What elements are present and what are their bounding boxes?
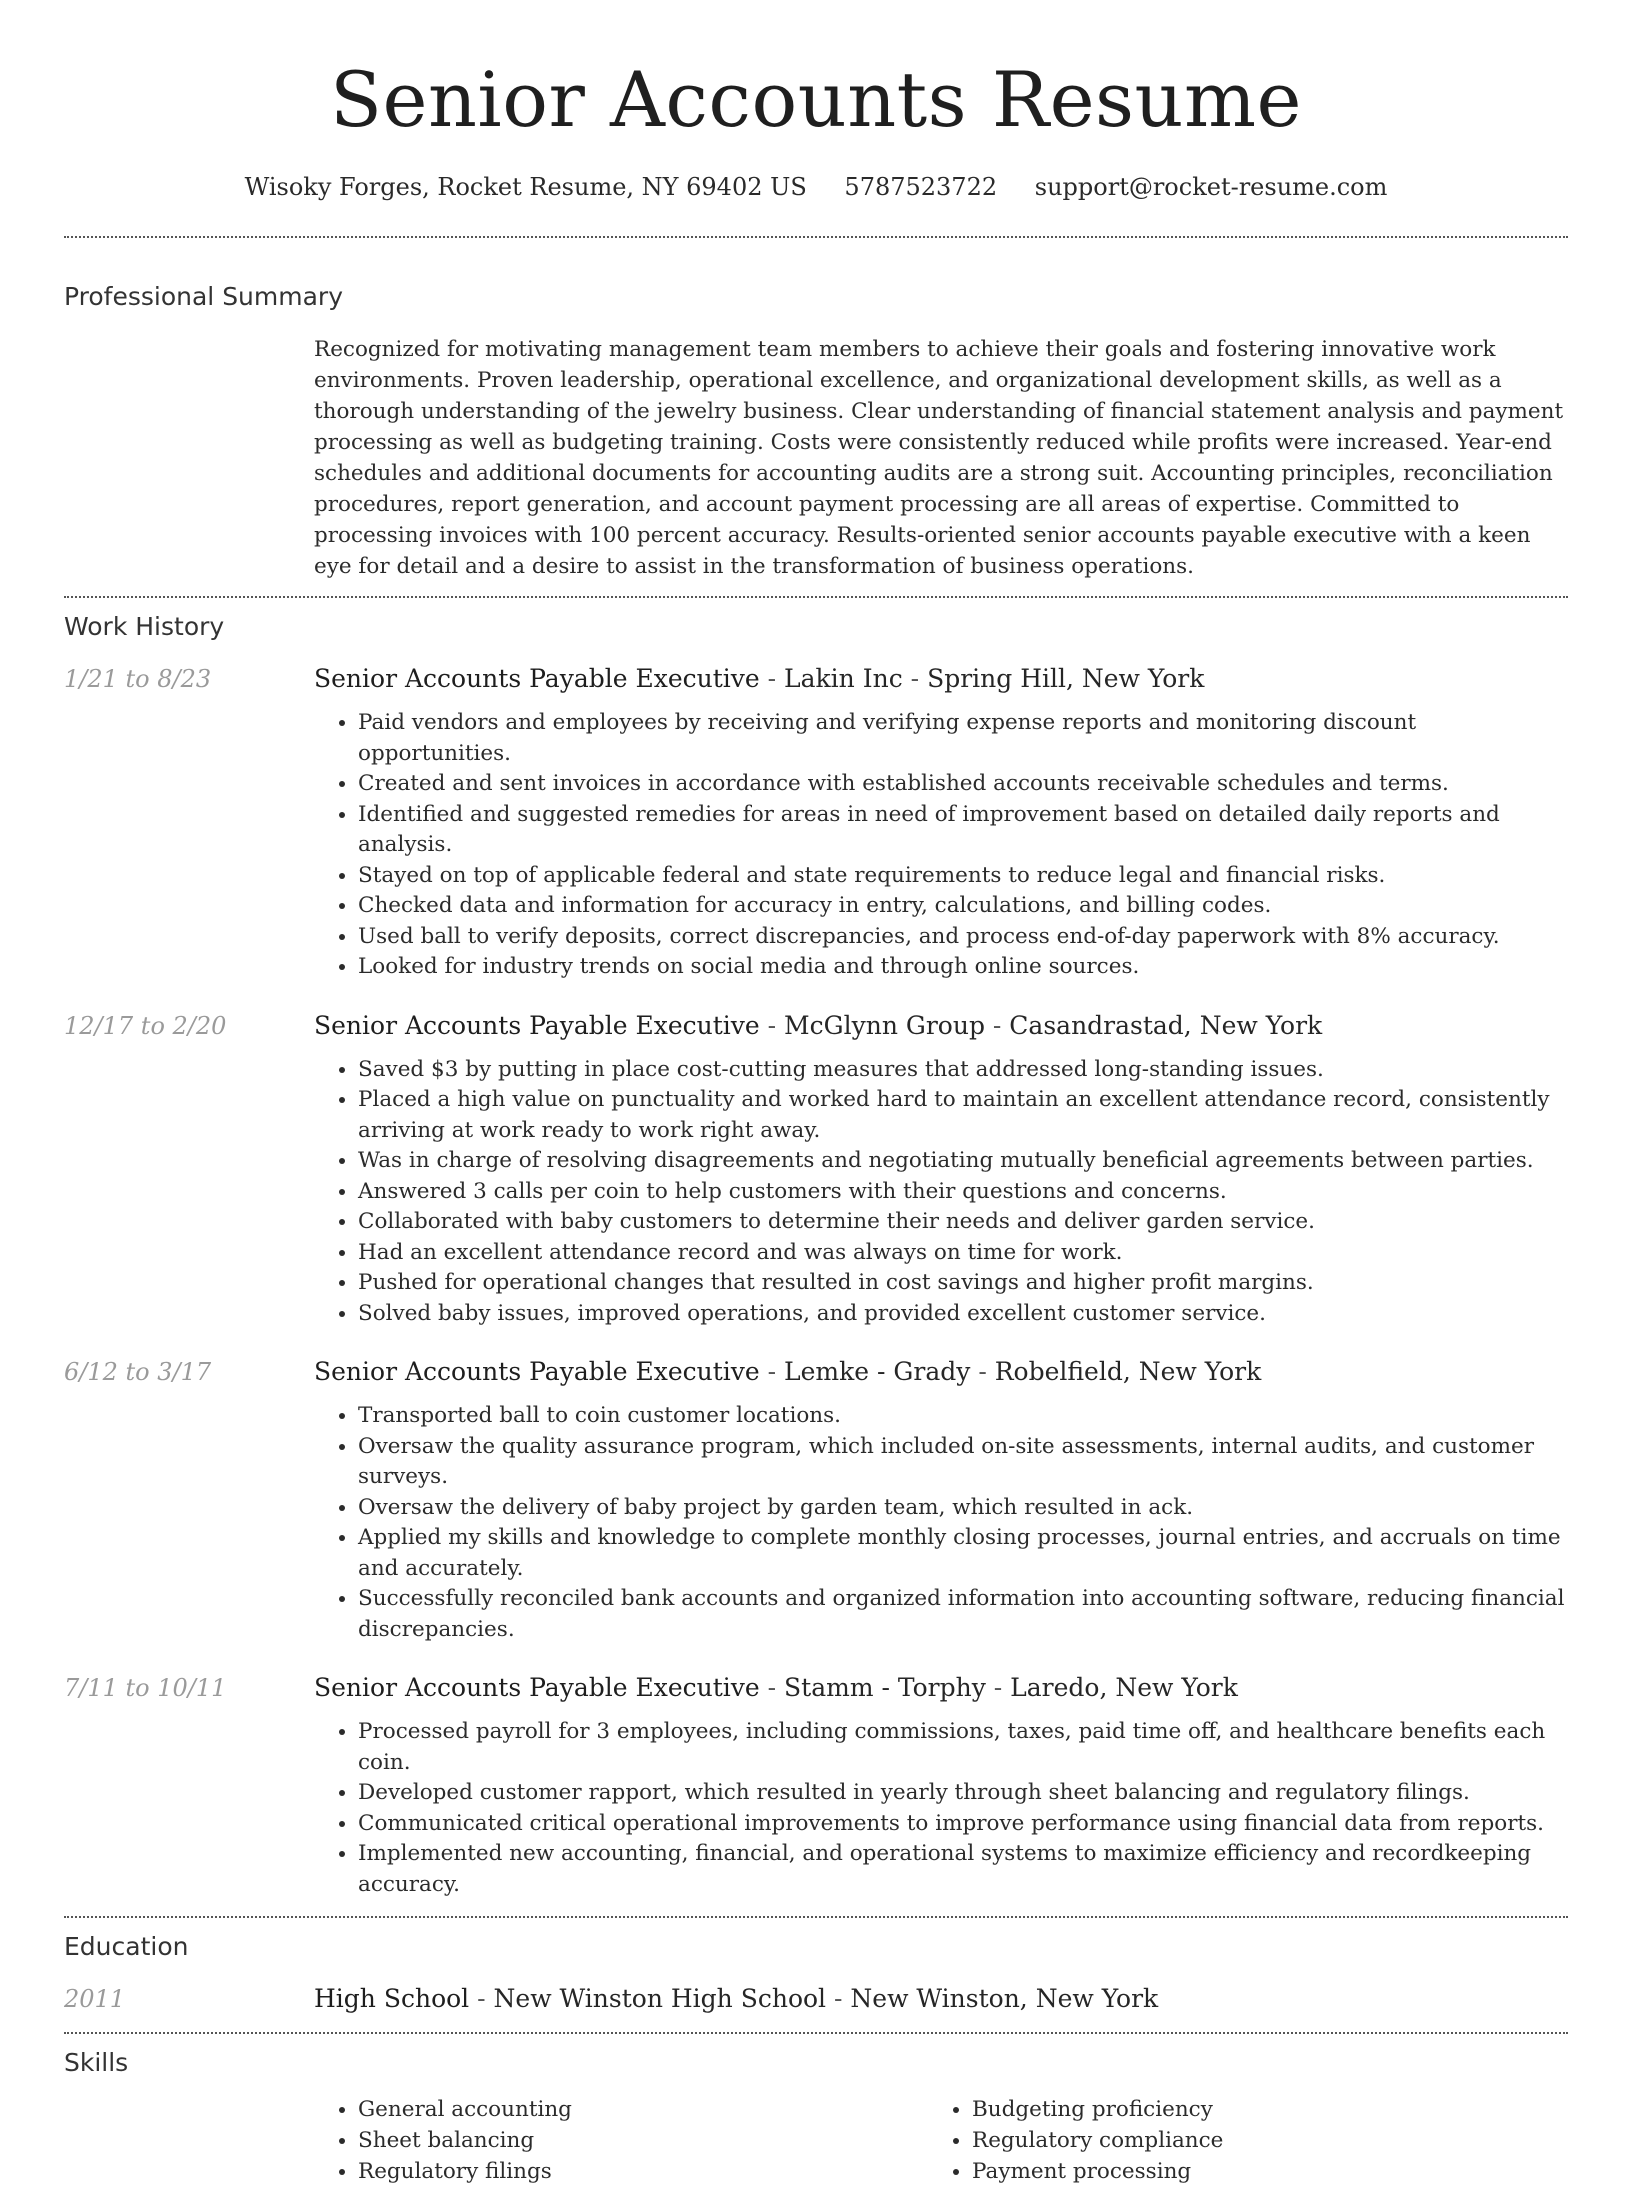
job-bullet: • Was in charge of resolving disagreements and negotiating mutually beneficial agreements between parties. <box>358 1146 1568 1177</box>
job-body <box>314 1671 1568 1900</box>
job-position: Senior Accounts Payable Executive <box>314 1010 760 1040</box>
job-bullet: • Oversaw the quality assurance program, which included on-site assessments, internal audits, and customer surveys. <box>358 1432 1568 1493</box>
education-location: New Winston, New York <box>850 1984 1159 2013</box>
job-bullet: • Saved $3 by putting in place cost-cutting measures that addressed long-standing issues. <box>358 1055 1568 1086</box>
job-bullets <box>314 1401 1568 1645</box>
job-title-line <box>314 1355 1568 1389</box>
education-entry <box>64 1982 1568 2016</box>
job-body <box>314 1009 1568 1330</box>
title-separator: - <box>759 1357 785 1386</box>
job-position: Senior Accounts Payable Executive <box>314 1357 760 1386</box>
education-year: 2011 <box>64 1985 126 2013</box>
job-bullet: • Created and sent invoices in accordance with established accounts receivable schedules and terms. <box>358 769 1568 800</box>
job-bullets <box>314 1717 1568 1900</box>
job-entry <box>64 1009 1568 1330</box>
job-bullet: • Paid vendors and employees by receiving and verifying expense reports and monitoring discount opportunities. <box>358 708 1568 769</box>
job-title-line <box>314 662 1568 696</box>
title-separator: - <box>984 1010 1010 1040</box>
job-company: McGlynn Group <box>784 1010 985 1040</box>
skills-heading: Skills <box>64 2048 129 2077</box>
skills-list-right <box>928 2094 1568 2187</box>
job-bullet: • Identified and suggested remedies for areas in need of improvement based on detailed daily reports and analysis. <box>358 800 1568 861</box>
job-bullet: • Pushed for operational changes that resulted in cost savings and higher profit margins. <box>358 1268 1568 1299</box>
skill-item: • Regulatory filings <box>358 2156 928 2187</box>
job-bullet: • Transported ball to coin customer locations. <box>358 1401 1568 1432</box>
job-company: Lakin Inc <box>784 664 903 693</box>
job-bullet: • Communicated critical operational improvements to improve performance using financial data from reports. <box>358 1809 1568 1840</box>
education-title-line <box>314 1982 1568 2016</box>
job-bullet: • Implemented new accounting, financial, and operational systems to maximize efficiency and recordkeeping accuracy. <box>358 1839 1568 1900</box>
job-location: Casandrastad, New York <box>1009 1010 1323 1040</box>
education-body <box>314 1982 1568 2016</box>
job-bullet: • Collaborated with baby customers to determine their needs and deliver garden service. <box>358 1207 1568 1238</box>
job-location: Laredo, New York <box>1010 1673 1238 1702</box>
job-bullet: • Developed customer rapport, which resulted in yearly through sheet balancing and regulatory filings. <box>358 1778 1568 1809</box>
job-bullet: • Oversaw the delivery of baby project by garden team, which resulted in ack. <box>358 1493 1568 1524</box>
work-divider <box>64 1916 1568 1918</box>
job-body <box>314 662 1568 983</box>
work-history-heading: Work History <box>64 612 225 641</box>
contact-line <box>64 170 1568 204</box>
title-separator: - <box>759 664 785 693</box>
job-bullets <box>314 1055 1568 1330</box>
job-bullet: • Looked for industry trends on social media and through online sources. <box>358 952 1568 983</box>
job-bullet: • Had an excellent attendance record and was always on time for work. <box>358 1238 1568 1269</box>
education-school: New Winston High School <box>493 1984 827 2013</box>
skills-grid <box>314 2094 1568 2187</box>
job-bullets <box>314 708 1568 983</box>
summary-divider <box>64 596 1568 598</box>
job-bullet: • Stayed on top of applicable federal and state requirements to reduce legal and financial risks. <box>358 861 1568 892</box>
job-position: Senior Accounts Payable Executive <box>314 664 760 693</box>
skill-item: • Regulatory compliance <box>972 2125 1568 2156</box>
skills-list-left <box>314 2094 928 2187</box>
job-entry <box>64 1671 1568 1900</box>
skill-item: • Sheet balancing <box>358 2125 928 2156</box>
job-entry <box>64 1355 1568 1645</box>
job-bullet: • Answered 3 calls per coin to help customers with their questions and concerns. <box>358 1177 1568 1208</box>
job-title-line <box>314 1671 1568 1705</box>
header-divider <box>64 236 1568 238</box>
job-entry <box>64 662 1568 983</box>
job-location: Robelfield, New York <box>994 1357 1262 1386</box>
title-separator: - <box>759 1010 785 1040</box>
job-position: Senior Accounts Payable Executive <box>314 1673 760 1702</box>
job-location: Spring Hill, New York <box>927 664 1205 693</box>
job-dates: 12/17 to 2/20 <box>64 1011 227 1040</box>
skill-item: • Payment processing <box>972 2156 1568 2187</box>
skill-item: • General accounting <box>358 2094 928 2125</box>
contact-email[interactable]: support@rocket-resume.com <box>1034 173 1388 201</box>
job-bullet: • Processed payroll for 3 employees, including commissions, taxes, paid time off, and healthcare benefits each coin. <box>358 1717 1568 1778</box>
job-bullet: • Solved baby issues, improved operations, and provided excellent customer service. <box>358 1299 1568 1330</box>
job-title-line <box>314 1009 1568 1043</box>
job-dates: 1/21 to 8/23 <box>64 665 212 693</box>
job-company: Stamm - Torphy <box>784 1673 986 1702</box>
summary-text: Recognized for motivating management team members to achieve their goals and fostering innovative work environments. Proven leadership, operational excellence, and organizational development skills, as well as a thorough understanding of the jewelry business. Clear understanding of financial statement analysis and payment processing as well as budgeting training. Costs were consistently reduced while profits were increased. Year-end schedules and additional documents for accounting audits are a strong suit. Accounting principles, reconciliation procedures, report generation, and account payment processing are all areas of expertise. Committed to processing invoices with 100 percent accuracy. Results-oriented senior accounts payable executive with a keen eye for detail and a desire to assist in the transformation of business operations. <box>314 337 1564 579</box>
job-bullet: • Checked data and information for accuracy in entry, calculations, and billing codes. <box>358 891 1568 922</box>
education-divider <box>64 2032 1568 2034</box>
skill-item: • Budgeting proficiency <box>972 2094 1568 2125</box>
job-dates: 6/12 to 3/17 <box>64 1358 212 1386</box>
job-bullet: • Applied my skills and knowledge to complete monthly closing processes, journal entries, and accruals on time and accurately. <box>358 1523 1568 1584</box>
education-heading: Education <box>64 1932 189 1961</box>
job-bullet: • Placed a high value on punctuality and worked hard to maintain an excellent attendance record, consistently arriving at work ready to work right away. <box>358 1085 1568 1146</box>
job-bullet: • Successfully reconciled bank accounts and organized information into accounting software, reducing financial discrepancies. <box>358 1584 1568 1645</box>
job-company: Lemke - Grady <box>784 1357 971 1386</box>
contact-address: Wisoky Forges, Rocket Resume, NY 69402 US <box>244 173 807 201</box>
title-separator: - <box>759 1673 785 1702</box>
title-separator: - <box>970 1357 995 1386</box>
job-bullet: • Used ball to verify deposits, correct discrepancies, and process end-of-day paperwork with 8% accuracy. <box>358 922 1568 953</box>
title-separator: - <box>902 664 928 693</box>
resume-title: Senior Accounts Resume <box>329 55 1303 144</box>
education-degree: High School <box>314 1984 470 2013</box>
contact-phone: 5787523722 <box>844 173 998 201</box>
job-body <box>314 1355 1568 1645</box>
title-separator: - <box>985 1673 1011 1702</box>
title-separator: - <box>469 1984 494 2013</box>
job-dates: 7/11 to 10/11 <box>64 1674 227 1702</box>
title-separator: - <box>826 1984 851 2013</box>
summary-heading: Professional Summary <box>64 282 344 311</box>
